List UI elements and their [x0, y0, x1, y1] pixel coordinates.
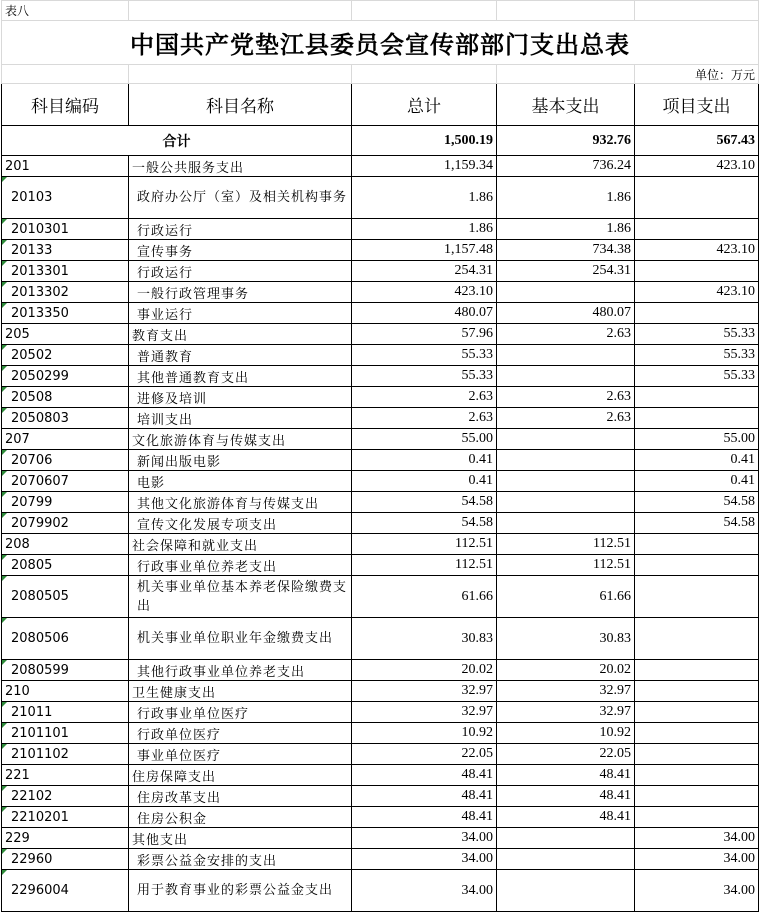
row-code: 22960 — [2, 849, 129, 870]
row-project — [635, 303, 759, 324]
row-basic: 48.41 — [497, 786, 635, 807]
table-row — [2, 471, 759, 492]
table-row — [2, 849, 759, 870]
row-code: 2080506 — [2, 618, 129, 660]
row-project — [635, 408, 759, 429]
table-row — [2, 345, 759, 366]
table-row — [2, 723, 759, 744]
header-project: 项目支出 — [635, 84, 759, 126]
row-basic: 22.05 — [497, 744, 635, 765]
table-row — [2, 765, 759, 786]
page-title: 中国共产党垫江县委员会宣传部部门支出总表 — [2, 21, 759, 65]
table-row — [2, 492, 759, 513]
row-name: 机关事业单位基本养老保险缴费支出 — [129, 576, 352, 618]
row-name: 其他文化旅游体育与传媒支出 — [129, 492, 352, 513]
row-basic — [497, 450, 635, 471]
row-project — [635, 681, 759, 702]
row-project — [635, 534, 759, 555]
row-code: 2080599 — [2, 660, 129, 681]
row-code: 210 — [2, 681, 129, 702]
row-code: 2013301 — [2, 261, 129, 282]
row-project: 423.10 — [635, 156, 759, 177]
row-project: 55.33 — [635, 345, 759, 366]
row-total: 1,157.48 — [352, 240, 497, 261]
table-row — [2, 240, 759, 261]
row-name: 社会保障和就业支出 — [129, 534, 352, 555]
row-total: 32.97 — [352, 681, 497, 702]
row-basic: 2.63 — [497, 387, 635, 408]
table-row — [2, 660, 759, 681]
row-total: 1.86 — [352, 177, 497, 219]
row-code: 2080505 — [2, 576, 129, 618]
table-row — [2, 303, 759, 324]
row-name: 一般行政管理事务 — [129, 282, 352, 303]
row-basic — [497, 513, 635, 534]
table-row — [2, 576, 759, 618]
row-total: 22.05 — [352, 744, 497, 765]
sum-row — [2, 126, 759, 156]
row-code: 22102 — [2, 786, 129, 807]
row-total: 112.51 — [352, 534, 497, 555]
row-project — [635, 744, 759, 765]
row-code: 2050299 — [2, 366, 129, 387]
row-name: 教育支出 — [129, 324, 352, 345]
row-project: 55.33 — [635, 324, 759, 345]
row-project: 55.33 — [635, 366, 759, 387]
row-name: 宣传事务 — [129, 240, 352, 261]
row-basic: 1.86 — [497, 177, 635, 219]
table-row — [2, 534, 759, 555]
row-code: 20502 — [2, 345, 129, 366]
row-basic: 254.31 — [497, 261, 635, 282]
table-row — [2, 618, 759, 660]
row-code: 2210201 — [2, 807, 129, 828]
corner-label: 表八 — [2, 1, 129, 21]
row-basic — [497, 345, 635, 366]
row-name: 其他行政事业单位养老支出 — [129, 660, 352, 681]
row-total: 0.41 — [352, 450, 497, 471]
row-project: 34.00 — [635, 849, 759, 870]
row-code: 229 — [2, 828, 129, 849]
row-total: 112.51 — [352, 555, 497, 576]
row-basic: 48.41 — [497, 765, 635, 786]
row-total: 480.07 — [352, 303, 497, 324]
row-total: 1,159.34 — [352, 156, 497, 177]
row-total: 34.00 — [352, 828, 497, 849]
row-project: 54.58 — [635, 513, 759, 534]
table-row — [2, 744, 759, 765]
row-name: 事业运行 — [129, 303, 352, 324]
row-basic — [497, 492, 635, 513]
row-name: 一般公共服务支出 — [129, 156, 352, 177]
row-code: 2013302 — [2, 282, 129, 303]
row-project: 34.00 — [635, 870, 759, 912]
row-name: 卫生健康支出 — [129, 681, 352, 702]
row-basic: 48.41 — [497, 807, 635, 828]
row-code: 221 — [2, 765, 129, 786]
row-project — [635, 387, 759, 408]
row-project — [635, 576, 759, 618]
row-project — [635, 618, 759, 660]
row-total: 48.41 — [352, 807, 497, 828]
row-project — [635, 555, 759, 576]
table-row — [2, 681, 759, 702]
row-total: 55.33 — [352, 345, 497, 366]
row-code: 2079902 — [2, 513, 129, 534]
row-project — [635, 786, 759, 807]
row-code: 20508 — [2, 387, 129, 408]
table-row — [2, 450, 759, 471]
row-code: 207 — [2, 429, 129, 450]
row-code: 2101102 — [2, 744, 129, 765]
row-total: 30.83 — [352, 618, 497, 660]
row-project — [635, 702, 759, 723]
row-basic — [497, 471, 635, 492]
row-basic: 32.97 — [497, 681, 635, 702]
row-project: 0.41 — [635, 450, 759, 471]
row-total: 48.41 — [352, 765, 497, 786]
row-basic: 1.86 — [497, 219, 635, 240]
row-project — [635, 177, 759, 219]
row-code: 2050803 — [2, 408, 129, 429]
row-total: 423.10 — [352, 282, 497, 303]
row-project — [635, 219, 759, 240]
table-row — [2, 282, 759, 303]
table-row — [2, 786, 759, 807]
row-name: 事业单位医疗 — [129, 744, 352, 765]
sum-label: 合计 — [2, 126, 352, 156]
table-row — [2, 387, 759, 408]
row-code: 20103 — [2, 177, 129, 219]
table-row — [2, 429, 759, 450]
table-row — [2, 261, 759, 282]
row-project: 54.58 — [635, 492, 759, 513]
row-name: 培训支出 — [129, 408, 352, 429]
header-row — [2, 84, 759, 126]
row-basic: 736.24 — [497, 156, 635, 177]
row-basic — [497, 849, 635, 870]
table-row — [2, 807, 759, 828]
row-name: 政府办公厅（室）及相关机构事务 — [129, 177, 352, 219]
row-total: 48.41 — [352, 786, 497, 807]
row-basic: 734.38 — [497, 240, 635, 261]
row-name: 电影 — [129, 471, 352, 492]
table-row — [2, 324, 759, 345]
row-project — [635, 765, 759, 786]
row-name: 彩票公益金安排的支出 — [129, 849, 352, 870]
table-row — [2, 870, 759, 912]
row-name: 进修及培训 — [129, 387, 352, 408]
table-row — [2, 513, 759, 534]
row-total: 34.00 — [352, 870, 497, 912]
row-basic: 32.97 — [497, 702, 635, 723]
table-row — [2, 555, 759, 576]
row-total: 20.02 — [352, 660, 497, 681]
row-project — [635, 261, 759, 282]
row-total: 55.00 — [352, 429, 497, 450]
row-code: 205 — [2, 324, 129, 345]
row-basic: 61.66 — [497, 576, 635, 618]
row-name: 用于教育事业的彩票公益金支出 — [129, 870, 352, 912]
row-name: 文化旅游体育与传媒支出 — [129, 429, 352, 450]
row-basic — [497, 366, 635, 387]
header-basic: 基本支出 — [497, 84, 635, 126]
row-basic: 112.51 — [497, 555, 635, 576]
row-project: 423.10 — [635, 282, 759, 303]
row-code: 2296004 — [2, 870, 129, 912]
row-project: 0.41 — [635, 471, 759, 492]
table-row — [2, 702, 759, 723]
row-code: 20805 — [2, 555, 129, 576]
row-basic: 112.51 — [497, 534, 635, 555]
row-code: 2070607 — [2, 471, 129, 492]
row-name: 其他普通教育支出 — [129, 366, 352, 387]
header-total: 总计 — [352, 84, 497, 126]
row-name: 住房公积金 — [129, 807, 352, 828]
row-name: 行政单位医疗 — [129, 723, 352, 744]
sum-total: 1,500.19 — [352, 126, 497, 156]
row-code: 21011 — [2, 702, 129, 723]
row-total: 61.66 — [352, 576, 497, 618]
row-basic: 480.07 — [497, 303, 635, 324]
row-name: 行政运行 — [129, 219, 352, 240]
row-project — [635, 723, 759, 744]
row-project: 423.10 — [635, 240, 759, 261]
sum-project: 567.43 — [635, 126, 759, 156]
row-total: 54.58 — [352, 513, 497, 534]
row-project — [635, 807, 759, 828]
row-name: 机关事业单位职业年金缴费支出 — [129, 618, 352, 660]
row-basic — [497, 429, 635, 450]
row-basic: 10.92 — [497, 723, 635, 744]
row-basic: 2.63 — [497, 324, 635, 345]
row-name: 住房保障支出 — [129, 765, 352, 786]
row-code: 20706 — [2, 450, 129, 471]
expenditure-table — [1, 0, 759, 912]
row-basic: 20.02 — [497, 660, 635, 681]
row-name: 其他支出 — [129, 828, 352, 849]
row-total: 2.63 — [352, 408, 497, 429]
row-name: 行政运行 — [129, 261, 352, 282]
row-name: 行政事业单位医疗 — [129, 702, 352, 723]
row-code: 20799 — [2, 492, 129, 513]
row-total: 57.96 — [352, 324, 497, 345]
row-name: 行政事业单位养老支出 — [129, 555, 352, 576]
sum-basic: 932.76 — [497, 126, 635, 156]
table-row — [2, 408, 759, 429]
header-code: 科目编码 — [2, 84, 129, 126]
row-name: 住房改革支出 — [129, 786, 352, 807]
header-name: 科目名称 — [129, 84, 352, 126]
table-row — [2, 156, 759, 177]
row-total: 254.31 — [352, 261, 497, 282]
row-total: 54.58 — [352, 492, 497, 513]
row-total: 2.63 — [352, 387, 497, 408]
row-code: 2010301 — [2, 219, 129, 240]
row-total: 0.41 — [352, 471, 497, 492]
row-name: 新闻出版电影 — [129, 450, 352, 471]
unit-label: 单位：万元 — [635, 65, 759, 84]
row-name: 宣传文化发展专项支出 — [129, 513, 352, 534]
row-basic: 2.63 — [497, 408, 635, 429]
row-basic: 30.83 — [497, 618, 635, 660]
row-total: 34.00 — [352, 849, 497, 870]
row-basic — [497, 282, 635, 303]
row-project: 34.00 — [635, 828, 759, 849]
table-row — [2, 177, 759, 219]
row-total: 55.33 — [352, 366, 497, 387]
row-code: 208 — [2, 534, 129, 555]
row-total: 32.97 — [352, 702, 497, 723]
table-row — [2, 219, 759, 240]
row-code: 2013350 — [2, 303, 129, 324]
row-project — [635, 660, 759, 681]
table-row — [2, 366, 759, 387]
row-total: 10.92 — [352, 723, 497, 744]
row-code: 2101101 — [2, 723, 129, 744]
row-basic — [497, 870, 635, 912]
row-project: 55.00 — [635, 429, 759, 450]
row-total: 1.86 — [352, 219, 497, 240]
row-basic — [497, 828, 635, 849]
row-code: 201 — [2, 156, 129, 177]
table-row — [2, 828, 759, 849]
row-name: 普通教育 — [129, 345, 352, 366]
row-code: 20133 — [2, 240, 129, 261]
